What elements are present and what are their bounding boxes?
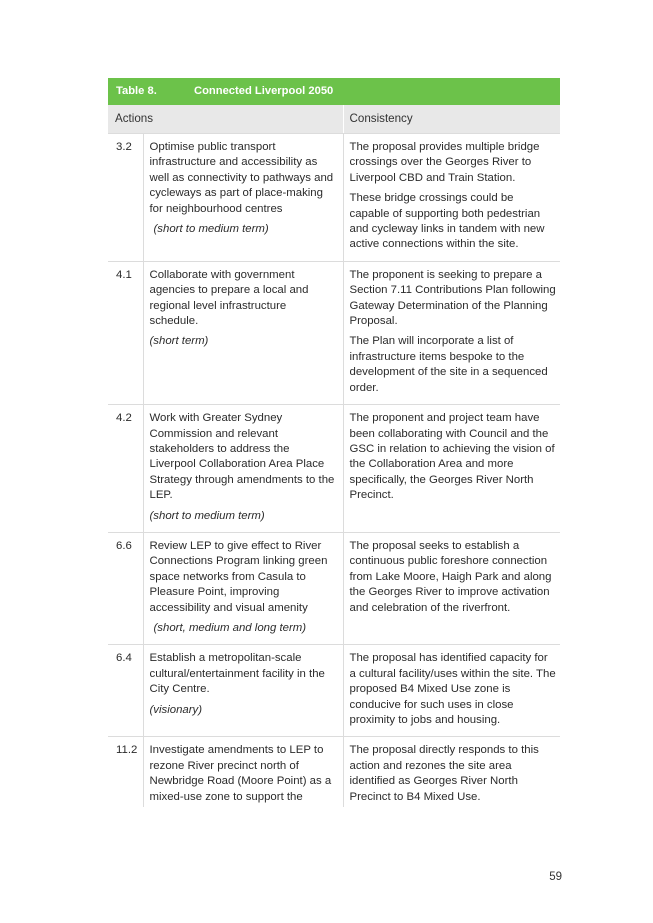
action-cell <box>143 532 343 644</box>
table-row <box>108 532 560 644</box>
action-text: Review LEP to give effect to River Connections Program linking green space networks from Casula to Pleasure Point, improving accessibility and visual amenity <box>149 539 328 614</box>
consistency-text: These bridge crossings could be capable of supporting both pedestrian and cycleway links in tandem with new active connections within the site. <box>349 192 545 251</box>
table-row <box>108 645 560 737</box>
action-number: 6.4 <box>108 645 143 737</box>
consistency-text: The proposal seeks to establish a continuous public foreshore connection from Lake Moore, Haigh Park and along the Georges River to improve activation and celebration of the riverfront. <box>349 539 552 614</box>
page-number: 59 <box>549 871 562 883</box>
table-label: Table 8. <box>116 84 157 97</box>
action-number: 4.1 <box>108 261 143 404</box>
action-cell <box>143 134 343 262</box>
table-row <box>108 261 560 404</box>
table-row <box>108 405 560 533</box>
action-number: 6.6 <box>108 532 143 644</box>
table-row <box>108 737 560 807</box>
consistency-cell <box>343 645 560 737</box>
consistency-text: The proposal directly responds to this action and rezones the site area identified as Georges River North Precinct to B4 Mixed Use. <box>349 744 539 803</box>
action-text: Work with Greater Sydney Commission and relevant stakeholders to address the Liverpool Collaboration Area Place Strategy through amendments to the LEP. <box>149 412 335 502</box>
action-timing: (short term) <box>149 335 209 348</box>
consistency-cell <box>343 737 560 807</box>
table-title-row <box>108 78 560 105</box>
header-consistency: Consistency <box>343 105 560 134</box>
action-cell <box>143 645 343 737</box>
consistency-cell <box>343 134 560 262</box>
action-cell <box>143 261 343 404</box>
action-cell <box>143 737 343 807</box>
consistency-cell <box>343 405 560 533</box>
table-row <box>108 134 560 262</box>
table-title-text: Connected Liverpool 2050 <box>194 84 334 97</box>
connected-liverpool-table <box>108 78 560 807</box>
action-number: 11.2 <box>116 744 138 757</box>
consistency-text: The Plan will incorporate a list of infrastructure items bespoke to the development of the site in a sequenced order. <box>349 335 548 394</box>
table-header-row <box>108 105 560 134</box>
action-number: 3.2 <box>108 134 143 262</box>
action-timing: (visionary) <box>149 703 203 716</box>
action-timing: (short, medium and long term) <box>153 621 307 634</box>
action-timing: (short to medium term) <box>153 223 269 236</box>
header-actions: Actions <box>108 105 343 134</box>
action-text: Investigate amendments to LEP to rezone River precinct north of Newbridge Road (Moore Point) as a mixed-use zone to support the <box>149 744 332 803</box>
consistency-cell <box>343 532 560 644</box>
consistency-text: The proposal provides multiple bridge crossings over the Georges River to Liverpool CBD and Train Station. <box>349 141 540 184</box>
action-text: Collaborate with government agencies to prepare a local and regional level infrastructure schedule. <box>149 268 309 328</box>
action-timing: (short to medium term) <box>149 509 265 522</box>
action-text: Establish a metropolitan-scale cultural/entertainment facility in the City Centre. <box>149 652 325 696</box>
consistency-text: The proposal has identified capacity for a cultural facility/uses within the site. The proposed B4 Mixed Use zone is conducive for such uses in close proximity to jobs and housing. <box>349 652 556 726</box>
action-text: Optimise public transport infrastructure and accessibility as well as connectivity to pathways and cycleways as part of place-making for neighbourhood centres <box>149 141 334 215</box>
consistency-text: The proponent and project team have been collaborating with Council and the GSC in relation to achieving the vision of the Collaboration Area and more specifically, the Georges River North Precinct. <box>349 412 555 502</box>
consistency-text: The proponent is seeking to prepare a Section 7.11 Contributions Plan following Gateway Determination of the Planning Proposal. <box>349 268 556 328</box>
consistency-cell <box>343 261 560 404</box>
table-title <box>108 78 560 105</box>
action-cell <box>143 405 343 533</box>
action-number: 4.2 <box>108 405 143 533</box>
